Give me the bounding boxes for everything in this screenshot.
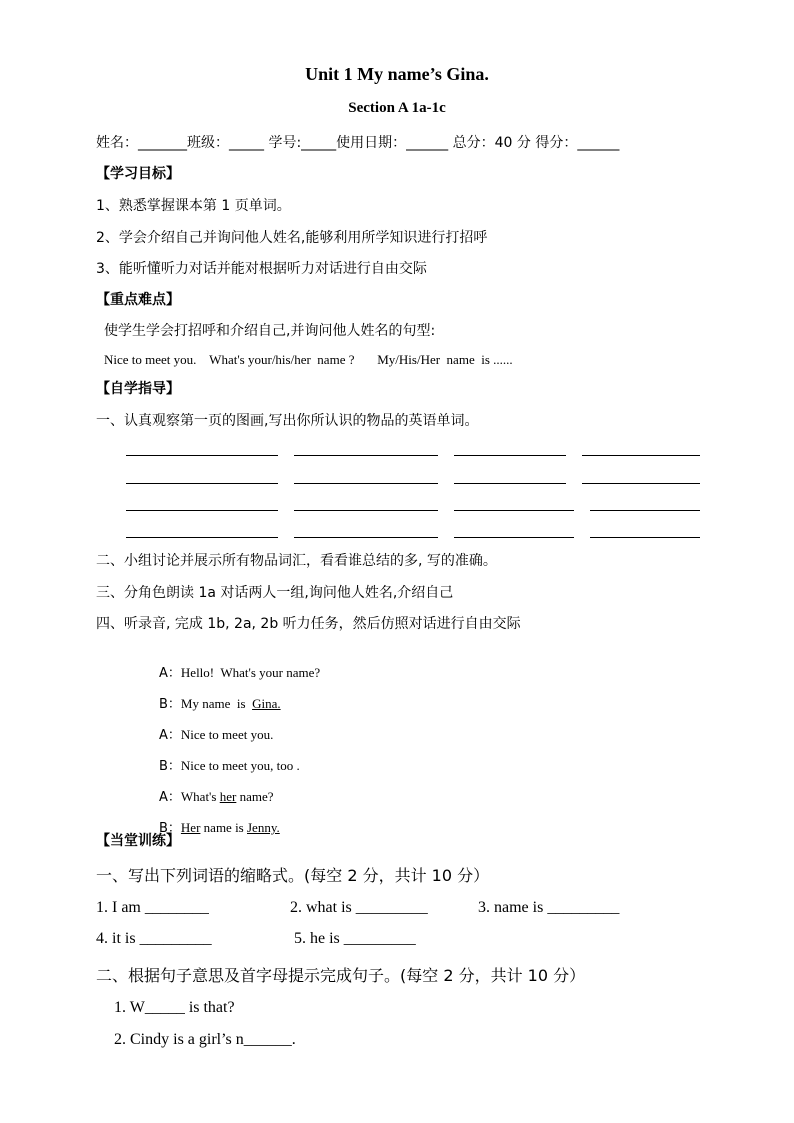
dialogue-text: Nice to meet you, too . [180,758,300,773]
speaker-label: A： [159,790,181,805]
contraction-item: 5. he is _________ [294,930,416,947]
speaker-label: A： [159,728,181,743]
self-study-heading: 【自学指导】 [96,381,180,397]
practice-heading: 【当堂训练】 [96,833,180,849]
speaker-label: B： [159,759,181,774]
objective-item: 1、熟悉掌握课本第 1 页单词。 [96,198,291,214]
dialogue-text: My name is [180,696,253,711]
dialogue-text: What's [180,789,220,804]
underlined-word: Jenny. [247,820,280,835]
key-points-text: 使学生学会打招呼和介绍自己,并询问他人姓名的句型: [104,323,436,339]
underlined-word: her [219,789,237,804]
blank-line[interactable] [126,483,278,484]
blank-line[interactable] [454,510,574,511]
speaker-label: B： [159,821,181,836]
blank-line[interactable] [454,537,574,538]
contraction-item: 2. what is _________ [290,899,428,916]
sentence-completion-item: 1. W_____ is that? [114,999,235,1016]
dialogue-text: name? [236,789,274,804]
objectives-heading: 【学习目标】 [96,166,180,182]
underlined-word: Her [180,820,201,835]
dialogue-text: Nice to meet you. [180,727,274,742]
contraction-item: 4. it is _________ [96,930,212,947]
objective-item: 3、能听懂听力对话并能对根据听力对话进行自由交际 [96,261,427,277]
blank-line[interactable] [294,455,438,456]
worksheet-title: Unit 1 My name’s Gina. [305,64,489,84]
practice-part-2-title: 二、根据句子意思及首字母提示完成句子。(每空 2 分，共计 10 分） [96,966,586,985]
speaker-label: A： [159,666,181,681]
key-sentence-patterns: Nice to meet you. What's your/his/her name ? My/His/Her name is ...... [104,352,513,367]
underlined-word: Gina. [252,696,281,711]
blank-line[interactable] [294,483,438,484]
practice-part-1-title: 一、写出下列词语的缩略式。(每空 2 分，共计 10 分） [96,866,490,885]
blank-line[interactable] [454,455,566,456]
self-study-task-4: 四、听录音, 完成 1b, 2a, 2b 听力任务，然后仿照对话进行自由交际 [96,616,521,632]
self-study-task-3: 三、分角色朗读 1a 对话两人一组,询问他人姓名,介绍自己 [96,585,454,601]
self-study-task-1: 一、认真观察第一页的图画,写出你所认识的物品的英语单词。 [96,413,479,429]
self-study-task-2: 二、小组讨论并展示所有物品词汇，看看谁总结的多, 写的准确。 [96,553,497,569]
speaker-label: B： [159,697,181,712]
contraction-item: 3. name is _________ [478,899,620,916]
blank-line[interactable] [126,455,278,456]
section-label: Section A 1a-1c [348,100,446,116]
sentence-completion-item: 2. Cindy is a girl’s n______. [114,1031,296,1048]
blank-line[interactable] [294,537,438,538]
key-points-heading: 【重点难点】 [96,292,180,308]
student-info-line: 姓名：_______班级：_____ 学号:_____使用日期：______ 总分：40 分 得分：______ [96,135,620,151]
dialogue-text: name is [200,820,247,835]
blank-line[interactable] [590,537,700,538]
blank-line[interactable] [590,510,700,511]
blank-line[interactable] [582,455,700,456]
blank-line[interactable] [582,483,700,484]
objective-item: 2、学会介绍自己并询问他人姓名,能够利用所学知识进行打招呼 [96,230,488,246]
blank-line[interactable] [126,510,278,511]
contraction-item: 1. I am ________ [96,899,209,916]
dialogue-text: Hello! What's your name? [180,665,321,680]
blank-line[interactable] [126,537,278,538]
blank-line[interactable] [454,483,566,484]
blank-line[interactable] [294,510,438,511]
